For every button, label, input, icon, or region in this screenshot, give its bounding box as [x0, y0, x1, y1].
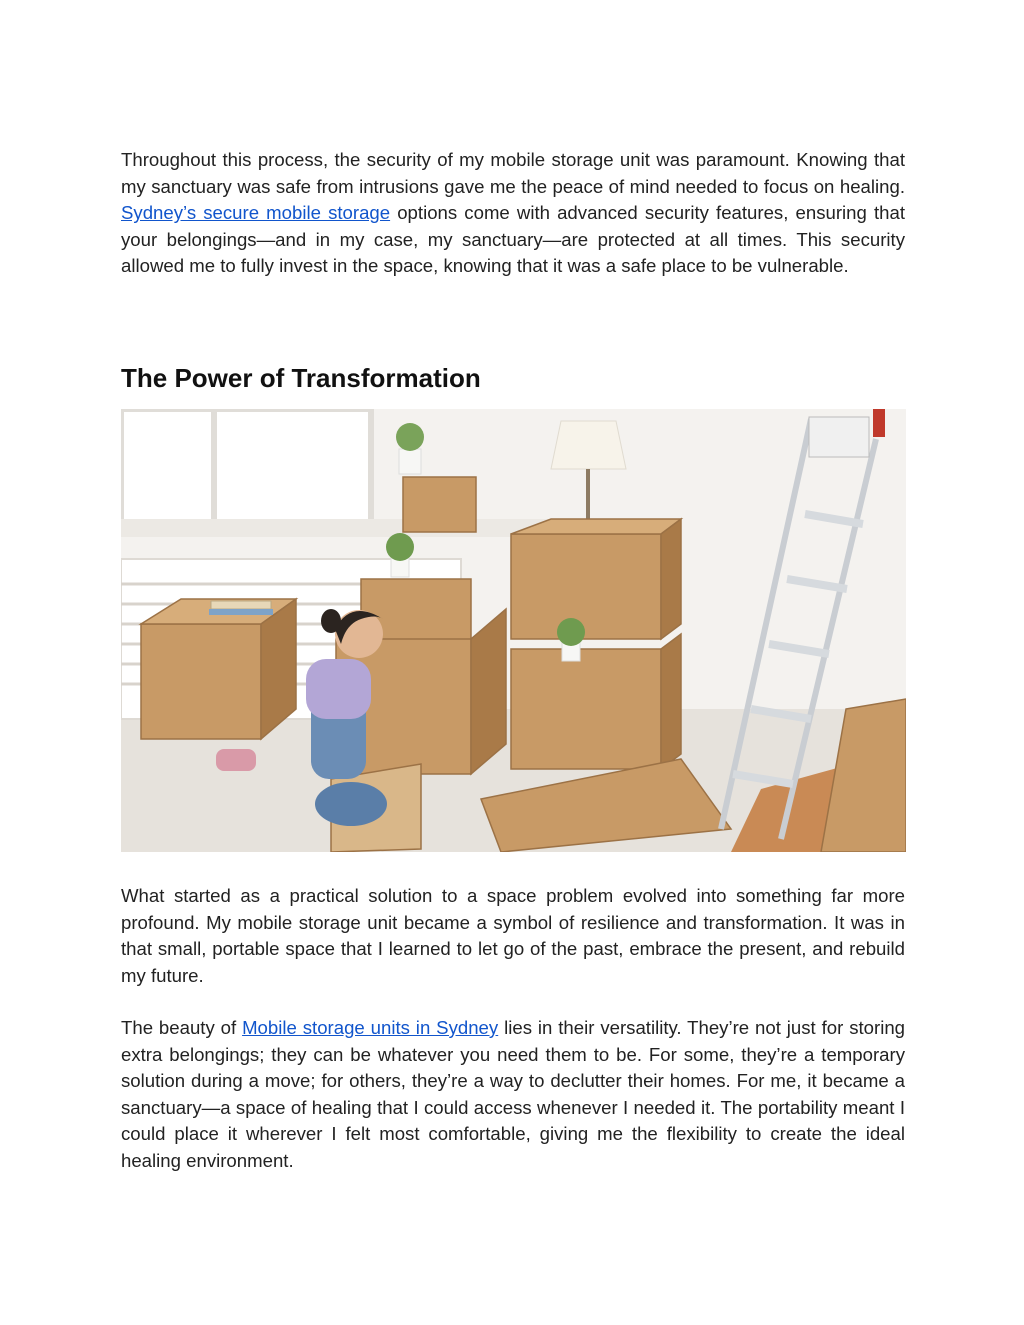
link-sydney-secure-mobile-storage[interactable]: Sydney’s secure mobile storage	[121, 202, 391, 224]
paragraph-transformation: What started as a practical solution to a space problem evolved into something far more profound. My mobile storage unit became a symbol of resilience and transformation. It was in that small, portable space that I learned to let go of the past, embrace the present, and rebuild my future.	[121, 885, 905, 986]
paragraph-versatility	[121, 1015, 905, 1175]
paragraph-text: options come with advanced security features, ensuring that your belongings—and in my case, my sanctuary—are protected at all times. This security allowed me to fully invest in the space, knowing that it was a safe place to be vulnerable.	[121, 202, 905, 277]
section-heading: The Power of Transformation	[121, 363, 481, 393]
packing-boxes-photo	[121, 409, 906, 852]
paragraph-security	[121, 147, 905, 280]
paragraph-text: The beauty of	[121, 1017, 243, 1038]
paragraph-text: Throughout this process, the security of my mobile storage unit was paramount. Knowing that my sanctuary was safe from intrusions gave me the peace of mind needed to focus on healing.	[121, 149, 905, 197]
paragraph-text: lies in their versatility. They’re not just for storing extra belongings; they can be whatever you need them to be. For some, they’re a temporary solution during a move; for others, they’re a way to declutter their homes. For me, it became a sanctuary—a space of healing that I could access whenever I needed it. The portability meant I could place it wherever I felt most comfortable, giving me the flexibility to create the ideal healing environment.	[121, 1017, 906, 1171]
link-mobile-storage-units-sydney[interactable]: Mobile storage units in Sydney	[242, 1017, 499, 1038]
